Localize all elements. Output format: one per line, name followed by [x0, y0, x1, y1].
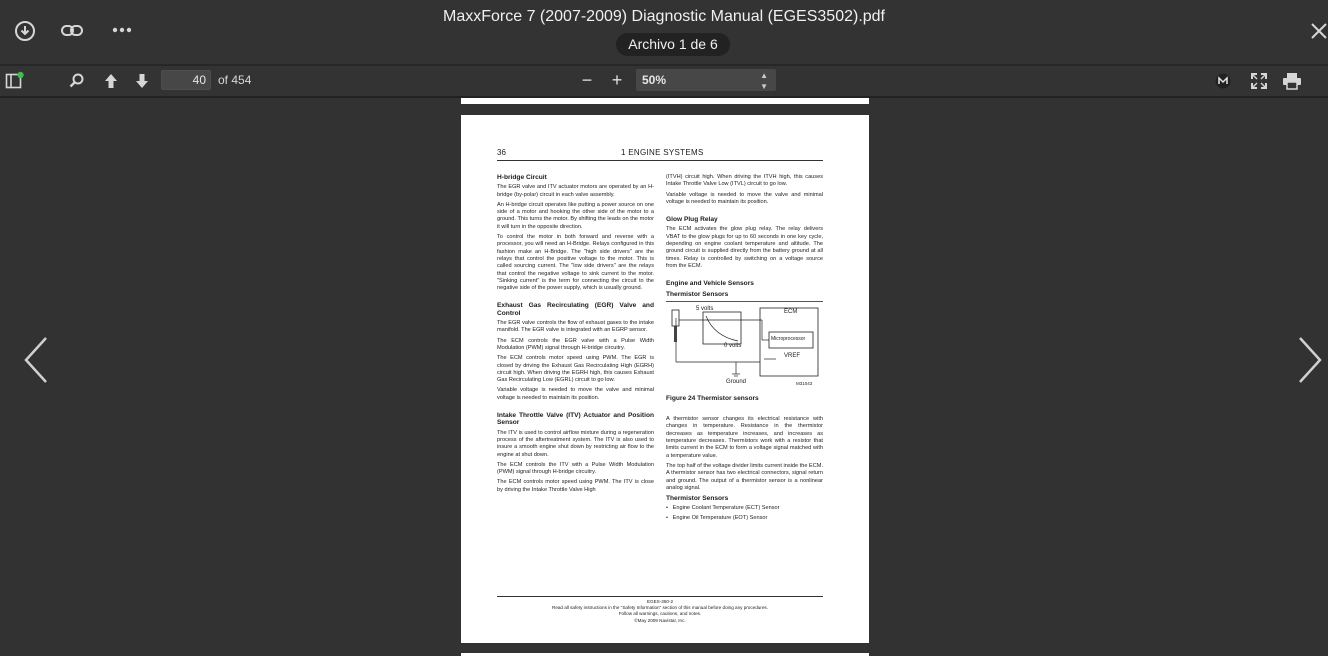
previous-page-edge — [461, 98, 869, 104]
paragraph: The ITV is used to control airflow mixture during a regeneration process of the aftertreatment system. The ITV is also used to insure a smooth engine shut down by restricting air flow to the engine at shut down. — [497, 429, 654, 458]
close-icon[interactable] — [1310, 22, 1328, 40]
section-heading: Intake Throttle Valve (ITV) Actuator and Position Sensor — [497, 412, 654, 427]
figure-id: M31043 — [796, 380, 813, 386]
footer-rule — [497, 596, 823, 597]
paragraph: Variable voltage is needed to move the valve and minimal voltage is needed to maintain its position. — [497, 387, 654, 401]
right-column — [666, 174, 823, 525]
search-icon[interactable] — [68, 72, 86, 90]
arrow-down-icon[interactable] — [133, 72, 151, 90]
document-title: MaxxForce 7 (2007-2009) Diagnostic Manual (EGES3502).pdf — [443, 8, 885, 25]
chevron-right-icon[interactable] — [1296, 335, 1324, 385]
figure-label-vref: VREF — [784, 352, 801, 359]
bullet-text: Engine Oil Temperature (EOT) Sensor — [672, 514, 768, 521]
footer-safety-note: Read all safety instructions in the "Safety Information" section of this manual before doing any procedures. — [552, 605, 768, 611]
section-heading: Engine and Vehicle Sensors — [666, 280, 754, 288]
footer-warning-note: Follow all warnings, cautions, and notes. — [618, 611, 702, 617]
left-column — [497, 174, 654, 497]
section-heading: Exhaust Gas Recirculating (EGR) Valve and Control — [497, 302, 654, 317]
page-number-input[interactable] — [161, 70, 211, 90]
paragraph: The ECM controls motor speed using PWM. The ITV is close by driving the Intake Throttle Valve High — [497, 479, 654, 493]
paragraph: An H-bridge circuit operates like putting a power source on one side of a motor and hooking the other side of the motor to a ground. This turns the motor. By shifting the leads on the motor it will turn in the opposite direction. — [497, 201, 654, 230]
chapter-title: 1 ENGINE SYSTEMS — [621, 148, 704, 157]
section-heading: Glow Plug Relay — [666, 216, 718, 224]
bullet-text: Engine Coolant Temperature (ECT) Sensor — [672, 505, 780, 512]
paragraph: The ECM controls motor speed using PWM. The EGR is closed by driving the Exhaust Gas Recirculating High (EGRH) circuit high. When driving the EGRH high, this causes Exhaust Gas Recirculating Low (EGRL) circuit to go low. — [497, 355, 654, 384]
print-icon[interactable] — [1282, 72, 1302, 90]
paragraph: A thermistor sensor changes its electrical resistance with changes in temperature. Resistance in the thermistor decreases as temperature increases, and increases as temperature decreases. Thermistors work with a resistor that limits current in the ECM to form a voltage signal matched with a temperature value. — [666, 416, 823, 459]
paragraph: The ECM controls the ITV with a Pulse Width Modulation (PWM) signal through H-bridge circuitry. — [497, 461, 654, 476]
figure-label-5v: 5 volts — [696, 305, 714, 312]
zoom-in-button[interactable]: + — [611, 70, 623, 90]
select-arrows-icon: ▲ ▼ — [760, 71, 768, 91]
pdf-page — [461, 115, 869, 643]
page-count-label: of 454 — [218, 73, 252, 87]
zoom-select[interactable] — [636, 69, 776, 91]
footer-copyright: ©May 2009 Navistar, Inc. — [634, 617, 686, 623]
figure-label-microprocessor: Microprocessor — [771, 335, 806, 342]
figure-label-ground: Ground — [726, 378, 747, 385]
arrow-up-icon[interactable] — [102, 72, 120, 90]
figure-label-0v: 0 volts — [724, 342, 742, 349]
section-heading: H-bridge Circuit — [497, 174, 547, 181]
header-rule — [497, 160, 823, 161]
paragraph: (ITVH) circuit high. When driving the ITVH high, this causes Intake Throttle Valve Low (ITVL) circuit to go low. — [666, 174, 823, 188]
zoom-out-button[interactable]: − — [581, 70, 593, 90]
paragraph: The EGR valve and ITV actuator motors are operated by an H-bridge (by-polar) circuit in each valve assembly. — [497, 184, 654, 198]
figure-label-ecm: ECM — [784, 308, 798, 315]
figure-caption: Figure 24 Thermistor sensors — [666, 394, 759, 402]
thermistor-figure — [666, 301, 823, 390]
file-counter-badge: Archivo 1 de 6 — [616, 33, 730, 56]
thermistor-diagram — [666, 302, 823, 390]
bullet-item: • Engine Coolant Temperature (ECT) Sensor — [666, 505, 780, 512]
footer-doc-id: EGES-350-2 — [646, 599, 674, 604]
fullscreen-icon[interactable] — [1250, 72, 1268, 90]
more-icon[interactable] — [111, 26, 133, 34]
sidebar-toggle-icon[interactable] — [5, 71, 25, 90]
paragraph: Variable voltage is needed to move the valve and minimal voltage is needed to maintain its position. — [666, 191, 823, 205]
m-logo-icon[interactable] — [1215, 73, 1231, 89]
paragraph: To control the motor in both forward and reverse with a processor, you will need an H-Bridge. Relays configured in this fashion make an H-Bridge. The "high side drivers" are the relays that control the positive voltage to the motor. This is called sourcing current. The "low side drivers" are the relays that control the negative voltage to sink current to the motor. "Sinking current" is the term for connecting the circuit to the negative side of the power supply, which is usually ground. — [497, 234, 654, 292]
subsection-heading: Thermistor Sensors — [666, 495, 729, 503]
subsection-heading: Thermistor Sensors — [666, 290, 729, 298]
paragraph: The ECM activates the glow plug relay. The relay delivers VBAT to the glow plugs for up to 60 seconds in one key cycle, depending on engine coolant temperature and altitude. The ground circuit is supplied directly from the battery ground at all times. Relay is controlled by switching on a voltage source from the ECM. — [666, 226, 823, 269]
paragraph: The ECM controls the EGR valve with a Pulse Width Modulation (PWM) signal through H-bridge circuitry. — [497, 337, 654, 351]
page-number: 36 — [497, 148, 506, 157]
bullet-item: • Engine Oil Temperature (EOT) Sensor — [666, 514, 768, 521]
paragraph: The top half of the voltage divider limits current inside the ECM. A thermistor sensor has two electrical connectors, signal return and ground. The output of a thermistor sensor is a nonlinear analog signal. — [666, 462, 824, 491]
paragraph: The EGR valve controls the flow of exhaust gases to the intake manifold. The EGR valve is integrated with an EGRP sensor. — [497, 320, 654, 334]
zoom-value: 50% — [642, 73, 667, 87]
page-footer — [497, 599, 823, 624]
chevron-left-icon[interactable] — [22, 335, 50, 385]
